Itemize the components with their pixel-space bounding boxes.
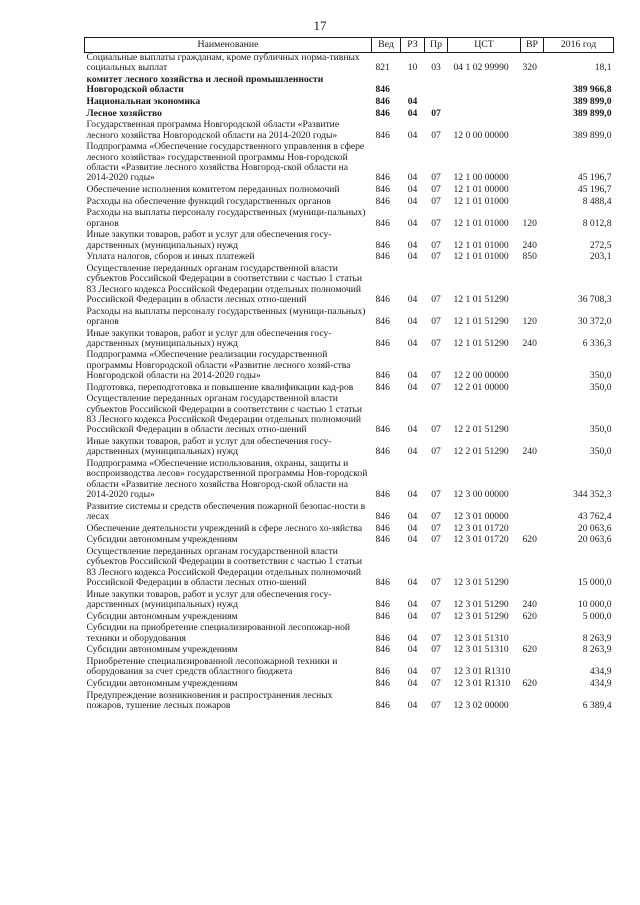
cell-cst: 12 3 01 R1310	[453, 677, 511, 689]
table-header	[85, 38, 614, 53]
cell-sum: 30 372,0	[577, 315, 612, 327]
cell-sum: 45 196,7	[577, 183, 612, 195]
cell-cst	[448, 75, 521, 97]
cell-rz: 04	[407, 699, 418, 711]
cell-pr	[425, 97, 448, 109]
cell-pr: 07	[431, 446, 441, 458]
cell-pr: 07	[431, 699, 441, 711]
cell-rz: 04	[407, 381, 418, 393]
cell-rz: 04	[407, 576, 418, 588]
budget-table	[84, 37, 614, 713]
cell-sum: 15 000,0	[577, 576, 612, 588]
cell-ved: 821	[375, 62, 390, 74]
cell-rz: 04	[407, 195, 418, 207]
cell-pr: 07	[431, 217, 441, 229]
table-row	[85, 679, 614, 691]
cell-name: Обеспечение деятельности учреждений в сфере лесного хо-зяйства	[86, 522, 363, 534]
cell-sum: 389 899,0	[573, 107, 612, 119]
column-header-vr: ВР	[521, 38, 544, 53]
cell-cst	[448, 109, 521, 121]
cell-ved: 846	[375, 488, 390, 500]
cell-cst: 12 1 01 01000	[453, 239, 509, 251]
cell-pr: 07	[431, 239, 441, 251]
column-header-ved: Вед	[372, 38, 401, 53]
cell-sum: 434,9	[589, 666, 612, 678]
cell-vr: 620	[522, 534, 537, 546]
cell-vr: 240	[522, 598, 537, 610]
cell-pr: 07	[431, 598, 441, 610]
cell-pr: 07	[431, 337, 441, 349]
cell-vr	[521, 394, 544, 437]
cell-rz: 04	[407, 183, 418, 195]
cell-name: Социальные выплаты гражданам, кроме публичных норма-тивных социальных выплат	[86, 52, 360, 74]
cell-cst: 12 1 01 01000	[453, 251, 509, 263]
table-row	[85, 394, 614, 437]
cell-ved: 846	[375, 84, 390, 96]
cell-rz: 04	[407, 370, 418, 382]
cell-cst: 04 1 02 99990	[453, 62, 509, 74]
cell-cst: 12 3 01 51290	[453, 598, 509, 610]
cell-vr	[521, 120, 544, 142]
table-row	[85, 459, 614, 502]
table-row	[85, 657, 614, 679]
cell-sum: 350,0	[589, 370, 612, 382]
column-header-rz: РЗ	[401, 38, 425, 53]
cell-ved: 846	[375, 293, 390, 305]
cell-sum: 5 000,0	[582, 610, 612, 622]
cell-name: Осуществление переданных органам государственной власти субъектов Российской Федерации в соответствии с частью 1 статьи 83 Лесного кодекса Российской Федерации отдельных полномочий Российской Федерации в области лесных отно-шений	[86, 393, 363, 436]
cell-rz: 10	[407, 62, 418, 74]
cell-cst: 12 1 01 01000	[453, 217, 509, 229]
cell-ved: 846	[375, 217, 390, 229]
cell-ved: 846	[375, 251, 390, 263]
cell-cst: 12 3 01 01720	[453, 522, 509, 534]
cell-cst	[448, 97, 521, 109]
cell-sum: 20 063,6	[577, 534, 612, 546]
cell-name: Субсидии автономным учреждениям	[86, 644, 238, 656]
cell-vr	[521, 547, 544, 590]
cell-rz: 04	[407, 172, 418, 184]
table-row	[85, 590, 614, 612]
cell-sum: 344 352,3	[573, 488, 612, 500]
cell-pr: 07	[431, 107, 441, 119]
cell-pr: 07	[431, 610, 441, 622]
cell-cst: 12 1 01 00000	[453, 183, 509, 195]
cell-pr: 03	[431, 62, 441, 74]
cell-sum: 8 263,9	[582, 632, 612, 644]
cell-ved: 846	[375, 699, 390, 711]
table-row	[85, 142, 614, 185]
table-row	[85, 264, 614, 307]
cell-ved: 846	[375, 370, 390, 382]
cell-vr: 240	[522, 337, 537, 349]
cell-vr	[521, 109, 544, 121]
cell-name: Расходы на выплаты персоналу государственных (муници-пальных) органов	[86, 207, 366, 229]
cell-sum: 389 966,8	[573, 84, 612, 96]
cell-name: Осуществление переданных органам государственной власти субъектов Российской Федерации в соответствии с частью 1 статьи 83 Лесного кодекса Российской Федерации отдельных полномочий Российской Федерации в области лесных отно-шений	[86, 545, 363, 588]
cell-vr: 120	[522, 315, 537, 327]
cell-name: Обеспечение исполнения комитетом переданных полномочий	[86, 183, 340, 195]
cell-ved: 846	[375, 666, 390, 678]
cell-cst: 12 3 01 51310	[453, 644, 509, 656]
cell-sum: 8 488,4	[582, 195, 612, 207]
cell-ved: 846	[375, 195, 390, 207]
cell-sum: 350,0	[589, 446, 612, 458]
cell-name: Подпрограмма «Обеспечение государственного управления в сфере лесного хозяйства» государственной программы Нов-городской области «Развитие лесного хозяйства Новгород-ской области на 2014-2020 годы»	[86, 141, 365, 184]
cell-rz	[401, 75, 425, 97]
table-row	[85, 185, 614, 197]
cell-sum: 6 389,4	[582, 699, 612, 711]
cell-vr	[521, 197, 544, 209]
cell-cst: 12 3 01 01720	[453, 534, 509, 546]
cell-ved: 846	[375, 446, 390, 458]
cell-rz: 04	[407, 510, 418, 522]
cell-ved: 846	[375, 172, 390, 184]
cell-pr: 07	[431, 644, 441, 656]
cell-cst: 12 2 01 00000	[453, 381, 509, 393]
table-row	[85, 53, 614, 75]
cell-name: Осуществление переданных органам государственной власти субъектов Российской Федерации в соответствии с частью 1 статьи 83 Лесного кодекса Российской Федерации отдельных полномочий Российской Федерации в области лесных отно-шений	[86, 262, 363, 305]
table-row	[85, 230, 614, 252]
cell-vr	[521, 142, 544, 185]
cell-sum: 20 063,6	[577, 522, 612, 534]
cell-name: Лесное хозяйство	[86, 107, 162, 119]
cell-pr: 07	[431, 488, 441, 500]
cell-pr: 07	[431, 510, 441, 522]
cell-pr	[425, 75, 448, 97]
cell-vr	[521, 657, 544, 679]
cell-rz: 04	[407, 534, 418, 546]
cell-rz: 04	[407, 251, 418, 263]
table-row	[85, 97, 614, 109]
cell-name: Субсидии автономным учреждениям	[86, 677, 238, 689]
cell-ved: 846	[375, 576, 390, 588]
cell-pr: 07	[431, 172, 441, 184]
cell-cst: 12 2 01 51290	[453, 424, 509, 436]
cell-ved: 846	[375, 95, 390, 107]
cell-name: Подпрограмма «Обеспечение реализации государственной программы Новгородской области «Развитие лесного хозяй-ства Новгородской области на 2014-2020 годы»	[86, 349, 351, 382]
cell-vr: 320	[522, 62, 537, 74]
cell-rz: 04	[407, 522, 418, 534]
cell-name: Национальная экономика	[86, 95, 201, 107]
cell-name: Государственная программа Новгородской области «Развитие лесного хозяйства Новгородской области на 2014-2020 годы»	[86, 119, 340, 141]
cell-rz: 04	[407, 598, 418, 610]
cell-rz: 04	[407, 632, 418, 644]
cell-sum: 350,0	[589, 381, 612, 393]
table-row	[85, 623, 614, 645]
table-row	[85, 307, 614, 329]
cell-vr	[521, 383, 544, 395]
cell-pr: 07	[431, 677, 441, 689]
table-row	[85, 502, 614, 524]
cell-cst: 12 1 01 51290	[453, 293, 509, 305]
table-row	[85, 329, 614, 351]
cell-rz: 04	[407, 107, 418, 119]
cell-cst: 12 0 00 00000	[453, 129, 509, 141]
column-header-cst: ЦСТ	[448, 38, 521, 53]
cell-pr: 07	[431, 251, 441, 263]
cell-rz: 04	[407, 239, 418, 251]
table-row	[85, 437, 614, 459]
cell-sum: 389 899,0	[573, 95, 612, 107]
cell-vr: 240	[522, 446, 537, 458]
cell-sum: 434,9	[589, 677, 612, 689]
cell-sum: 45 196,7	[577, 172, 612, 184]
table-body	[85, 53, 614, 713]
cell-ved: 846	[375, 677, 390, 689]
cell-rz: 04	[407, 446, 418, 458]
table-row	[85, 120, 614, 142]
cell-pr: 07	[431, 370, 441, 382]
cell-name: Иные закупки товаров, работ и услуг для обеспечения госу-дарственных (муниципальных) нужд	[86, 436, 332, 458]
cell-ved: 846	[375, 381, 390, 393]
cell-ved: 846	[375, 610, 390, 622]
cell-ved: 846	[375, 315, 390, 327]
cell-pr: 07	[431, 666, 441, 678]
cell-vr	[521, 350, 544, 382]
column-header-name: Наименование	[85, 38, 372, 53]
cell-name: Подготовка, переподготовка и повышение квалификации кад-ров	[86, 381, 354, 393]
cell-pr: 07	[431, 424, 441, 436]
cell-name: Расходы на выплаты персоналу государственных (муници-пальных) органов	[86, 305, 366, 327]
cell-cst: 12 3 01 R1310	[453, 666, 511, 678]
cell-vr: 620	[522, 677, 537, 689]
cell-rz: 04	[407, 666, 418, 678]
cell-name: Иные закупки товаров, работ и услуг для обеспечения госу-дарственных (муниципальных) нужд	[86, 588, 332, 610]
cell-ved: 846	[375, 644, 390, 656]
cell-sum: 18,1	[594, 62, 612, 74]
cell-vr	[521, 75, 544, 97]
cell-cst: 12 3 02 00000	[453, 699, 509, 711]
table-row	[85, 350, 614, 382]
cell-cst: 12 1 01 51290	[453, 315, 509, 327]
cell-rz: 04	[407, 610, 418, 622]
cell-cst: 12 3 00 00000	[453, 488, 509, 500]
cell-sum: 350,0	[589, 424, 612, 436]
column-header-pr: Пр	[425, 38, 448, 53]
cell-pr: 07	[431, 522, 441, 534]
cell-rz: 04	[407, 315, 418, 327]
cell-vr	[521, 97, 544, 109]
cell-cst: 12 3 01 51290	[453, 610, 509, 622]
cell-name: Развитие системы и средств обеспечения пожарной безопас-ности в лесах	[86, 500, 366, 522]
cell-rz: 04	[407, 644, 418, 656]
cell-sum: 272,5	[589, 239, 612, 251]
cell-pr: 07	[431, 381, 441, 393]
table-row	[85, 75, 614, 97]
cell-pr: 07	[431, 129, 441, 141]
table-row	[85, 547, 614, 590]
table-row	[85, 691, 614, 713]
cell-name: Расходы на обеспечение функций государственных органов	[86, 195, 331, 207]
cell-vr	[521, 691, 544, 713]
cell-vr	[521, 623, 544, 645]
cell-ved: 846	[375, 183, 390, 195]
cell-vr: 620	[522, 610, 537, 622]
page-number: 17	[313, 18, 327, 33]
cell-vr: 240	[522, 239, 537, 251]
cell-cst: 12 2 01 51290	[453, 446, 509, 458]
cell-cst: 12 3 01 51290	[453, 576, 509, 588]
cell-vr: 120	[522, 217, 537, 229]
cell-ved: 846	[375, 510, 390, 522]
cell-sum: 36 708,3	[577, 293, 612, 305]
cell-vr	[521, 459, 544, 502]
cell-rz: 04	[407, 337, 418, 349]
cell-vr	[521, 502, 544, 524]
cell-name: комитет лесного хозяйства и лесной промышленности Новгородской области	[86, 73, 324, 96]
cell-ved: 846	[375, 632, 390, 644]
cell-sum: 10 000,0	[577, 598, 612, 610]
cell-name: Субсидии автономным учреждениям	[86, 610, 238, 622]
cell-rz: 04	[407, 677, 418, 689]
table-row	[85, 208, 614, 230]
cell-ved: 846	[375, 337, 390, 349]
cell-ved: 846	[375, 522, 390, 534]
cell-cst: 12 2 00 00000	[453, 370, 509, 382]
cell-pr: 07	[431, 195, 441, 207]
cell-cst: 12 1 01 01000	[453, 195, 509, 207]
cell-ved: 846	[375, 129, 390, 141]
cell-ved: 846	[375, 534, 390, 546]
cell-name: Субсидии автономным учреждениям	[86, 534, 238, 546]
cell-sum: 203,1	[589, 251, 612, 263]
cell-vr: 850	[522, 251, 537, 263]
cell-rz: 04	[407, 488, 418, 500]
cell-cst: 12 3 01 51310	[453, 632, 509, 644]
cell-sum: 389 899,0	[573, 129, 612, 141]
cell-ved: 846	[375, 107, 390, 119]
cell-cst: 12 3 01 00000	[453, 510, 509, 522]
cell-pr: 07	[431, 632, 441, 644]
cell-rz: 04	[407, 293, 418, 305]
cell-pr: 07	[431, 576, 441, 588]
cell-name: Иные закупки товаров, работ и услуг для обеспечения госу-дарственных (муниципальных) нужд	[86, 229, 332, 251]
cell-ved: 846	[375, 424, 390, 436]
cell-rz: 04	[407, 424, 418, 436]
cell-sum: 8 012,8	[582, 217, 612, 229]
cell-name: Уплата налогов, сборов и иных платежей	[86, 251, 255, 263]
column-header-year: 2016 год	[544, 38, 614, 53]
cell-rz: 04	[407, 95, 418, 107]
cell-rz: 04	[407, 129, 418, 141]
cell-name: Субсидии на приобретение специализированной лесопожар-ной техники и оборудования	[86, 622, 351, 644]
cell-name: Подпрограмма «Обеспечение использования, охраны, защиты и воспроизводства лесов» государственной программы Нов-городской области «Развитие лесного хозяйства Новгород-ской области на 2014-2020 годы»	[86, 458, 368, 500]
cell-cst: 12 1 00 00000	[453, 172, 509, 184]
cell-pr: 07	[431, 315, 441, 327]
cell-pr: 07	[431, 293, 441, 305]
cell-pr: 07	[431, 534, 441, 546]
cell-name: Приобретение специализированной лесопожарной техники и оборудования за счет средств областного бюджета	[86, 655, 338, 678]
cell-vr: 620	[522, 644, 537, 656]
cell-name: Предупреждение возникновения и распространения лесных пожаров, тушение лесных пожаров	[86, 689, 333, 711]
cell-pr: 07	[431, 183, 441, 195]
cell-vr	[521, 185, 544, 197]
cell-ved: 846	[375, 598, 390, 610]
cell-sum: 6 336,3	[582, 337, 612, 349]
cell-ved: 846	[375, 239, 390, 251]
cell-sum: 43 762,4	[577, 510, 612, 522]
cell-cst: 12 1 01 51290	[453, 337, 509, 349]
cell-rz: 04	[407, 217, 418, 229]
cell-sum: 8 263,9	[582, 644, 612, 656]
cell-vr	[521, 264, 544, 307]
cell-name: Иные закупки товаров, работ и услуг для обеспечения госу-дарственных (муниципальных) нужд	[86, 327, 332, 349]
